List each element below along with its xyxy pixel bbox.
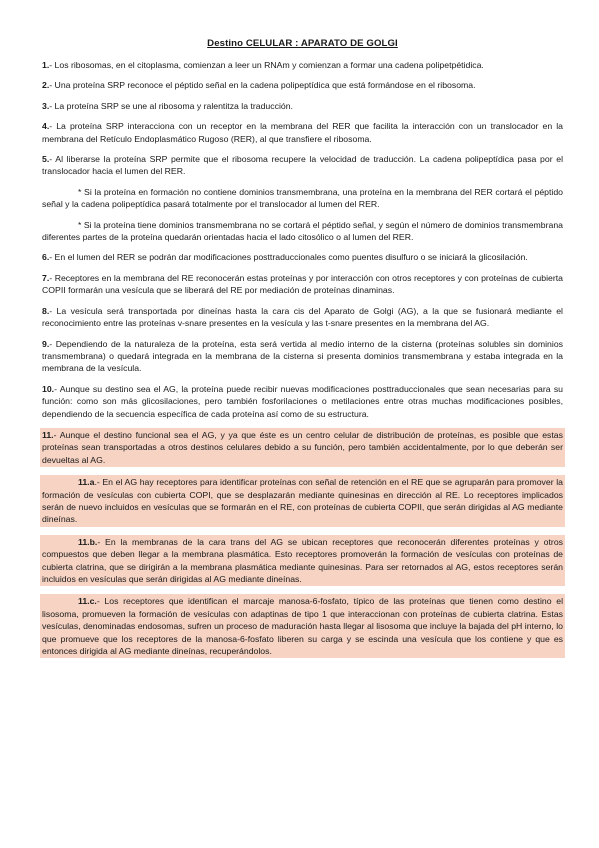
paragraph-number: 8. [42, 305, 50, 316]
paragraph-5 [42, 153, 563, 178]
paragraph-text: - Aunque el destino funcional sea el AG, y ya que éste es un centro celular de distribución de proteínas, es posible que estas proteínas sean transportadas a otros destinos celulares debido a su función, pero también accidentalmente, por lo que deberán ser devueltas al AG. [42, 429, 563, 465]
paragraph-1 [42, 59, 563, 71]
paragraph-number: 4. [42, 121, 50, 132]
paragraph-7 [42, 272, 563, 297]
paragraph-2 [42, 79, 563, 91]
paragraph-number: 2. [42, 80, 50, 91]
paragraph-text: - Los ribosomas, en el citoplasma, comienzan a leer un RNAm y comienzan a formar una cadena polipetpétidica. [49, 60, 484, 70]
paragraph-number: 7. [42, 272, 50, 283]
bullet-no-transmembrane [42, 186, 563, 211]
paragraph-number: 1. [42, 60, 50, 70]
paragraph-text: - Una proteína SRP reconoce el péptido señal en la cadena polipeptídica que está formándose en el ribosoma. [49, 80, 476, 91]
paragraph-11 [40, 428, 565, 467]
paragraph-4 [42, 120, 563, 145]
paragraph-11a [40, 475, 565, 527]
paragraph-text: - Receptores en la membrana del RE reconocerán estas proteínas y por interacción con otros receptores y con proteínas de cubierta COPII formarán una vesícula que se liberará del RE por mediación de proteínas dinaminas. [42, 272, 563, 296]
paragraph-text: - En la membranas de la cara trans del AG se ubican receptores que reconocerán diferentes proteínas y otros compuestos que deben llegar a la membrana plasmática. Esto receptores promoverán la formación de vesículas con proteínas de cubierta clatrina, que se dirigirán a la membrana plasmática mediante quinesinas. Para ser retornados al AG, estos receptores serán incluidos en vesículas que serán dirigidas al AG mediante dineínas. [42, 536, 563, 584]
bullet-transmembrane [42, 219, 563, 244]
paragraph-number: 11.a [78, 477, 95, 488]
paragraph-6 [42, 251, 563, 263]
paragraph-number: 11.c. [78, 596, 97, 607]
paragraph-number: 11. [42, 429, 54, 440]
paragraph-10 [42, 383, 563, 420]
paragraph-text: * Si la proteína en formación no contiene dominios transmembrana, una proteína en la membrana del RER cortará el péptido señal y la cadena polipeptídica pasará totalmente por el translocador al lumen del RER. [42, 186, 563, 210]
paragraph-9 [42, 338, 563, 375]
paragraph-text: - La proteína SRP se une al ribosoma y ralentitza la traducción. [49, 100, 293, 111]
paragraph-text: - Al liberarse la proteína SRP permite que el ribosoma recupere la velocidad de traducción. La cadena polipeptídica pasa por el translocador hacia el lumen del RER. [42, 154, 563, 177]
paragraph-number: 5. [42, 154, 50, 165]
paragraph-number: 10. [42, 383, 55, 394]
paragraph-text: - La proteína SRP interacciona con un receptor en la membrana del RER que facilita la interacción con un translocador en la membrana del Retículo Endoplasmático Rugoso (RER), al que transfiere el ribosoma. [42, 121, 563, 144]
paragraph-3 [42, 100, 563, 112]
paragraph-text: - Aunque su destino sea el AG, la proteína puede recibir nuevas modificaciones posttraduccionales que sean necesarias para su función: como son más glicosilaciones, pero también fosforilaciones o metilaciones entre otras muchas modificaciones posibles, dependiendo de la secuencia específica de cada proteína así como de su estructura. [42, 383, 563, 419]
paragraph-text: .- En el AG hay receptores para identificar proteínas con señal de retención en el RE que se agruparán para promover la formación de vesículas con cubierta COPI, que se desplazarán mediante quinesinas en dirección al RE. Lo receptores implicados serán de nuevo incluidos en vesículas que se formarán en el RE, con proteínas de cubierta COPII, que serán dirigidas al AG mediante dineínas. [42, 477, 563, 525]
paragraph-text: * Si la proteína tiene dominios transmembrana no se cortará el péptido señal, y según el número de dominios transmembrana diferentes partes de la proteína quedarán orientadas hacia el lado citosólico o al lumen del RER. [42, 219, 563, 243]
paragraph-text: - Los receptores que identifican el marcaje manosa-6-fosfato, típico de las proteínas que tienen como destino el lisosoma, promueven la formación de vesículas con adaptinas de tipo 1 que interaccionan con proteínas de cubierta clatrina. Estas vesículas, denominadas endosomas, sufren un proceso de maduración hasta llegar al lisosoma que incluye la bajada del pH interno, lo que promueve que los receptores de la manosa-6-fosfato liberen su carga y se escinda una vesícula que los contiene y que es entonces dirigida al AG mediante dineínas, recuperándolos. [42, 596, 563, 657]
paragraph-text: - La vesícula será transportada por dineínas hasta la cara cis del Aparato de Golgi (AG), a la que se fusionará mediante el reconocimiento entre las proteínas v-snare presentes en la vesícula y las t-snare presentes en la membrana del AG. [42, 305, 563, 329]
paragraph-number: 3. [42, 100, 50, 111]
paragraph-number: 9. [42, 338, 50, 349]
page-title: Destino CELULAR : APARATO DE GOLGI [207, 38, 398, 49]
paragraph-11c [40, 594, 565, 658]
paragraph-text: - En el lumen del RER se podrán dar modificaciones posttraduccionales como puentes disulfuro o se iniciará la glicosilación. [49, 252, 528, 263]
paragraph-text: - Dependiendo de la naturaleza de la proteína, esta será vertida al medio interno de la cisterna (proteínas solubles sin dominios transmembrana) o quedará integrada en la membrana de la cisterna si presenta dominios transmembrana y estaba integrada en la membrana de la vesícula. [42, 338, 563, 374]
paragraph-11b [40, 535, 565, 587]
paragraph-8 [42, 305, 563, 330]
paragraph-number: 11.b. [78, 536, 98, 547]
paragraph-number: 6. [42, 252, 50, 263]
